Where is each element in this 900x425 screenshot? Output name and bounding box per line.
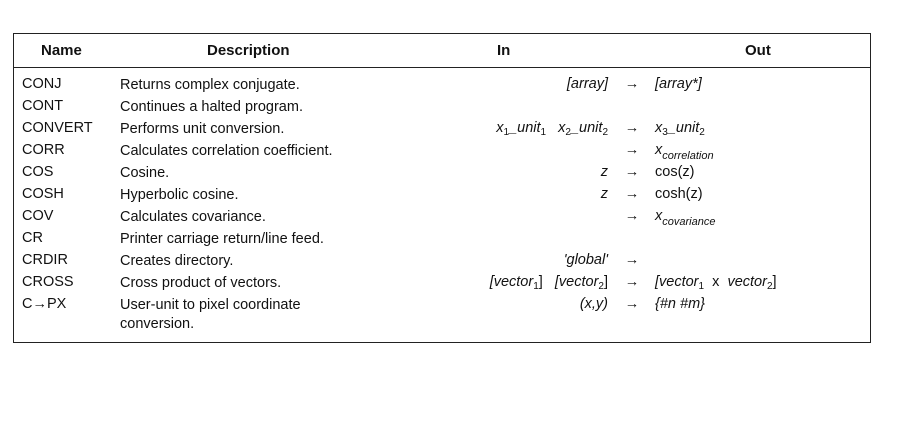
row-out: cosh(z) <box>655 186 703 202</box>
table-row <box>14 186 870 208</box>
row-in: [array] <box>566 76 608 92</box>
row-description: Creates directory. <box>120 253 234 269</box>
row-description: Printer carriage return/line feed. <box>120 231 324 247</box>
arrow-icon: → <box>624 76 640 92</box>
table-row <box>14 208 870 230</box>
row-in: z <box>600 186 608 202</box>
row-out: $x_{correlation}$ <box>655 142 714 162</box>
arrow-icon: → <box>624 296 640 312</box>
table-row <box>14 120 870 142</box>
row-name: CONVERT <box>22 120 93 136</box>
row-description: Cross product of vectors. <box>120 275 282 291</box>
table-row <box>14 76 870 98</box>
row-name: C→PX <box>22 296 67 312</box>
table-row <box>14 230 870 252</box>
command-table <box>13 33 871 343</box>
row-name: CORR <box>22 142 65 158</box>
row-description: Returns complex conjugate. <box>120 77 300 93</box>
arrow-icon: → <box>624 252 640 268</box>
row-description: Continues a halted program. <box>120 99 303 115</box>
table-row <box>14 252 870 274</box>
arrow-icon: → <box>624 120 640 136</box>
row-description: Performs unit conversion. <box>120 121 285 137</box>
row-out: [vector$_1$ x vector$_2$] <box>655 274 777 292</box>
row-description: Hyperbolic cosine. <box>120 187 239 203</box>
arrow-icon: → <box>624 274 640 290</box>
row-description: User-unit to pixel coordinate conversion. <box>120 297 301 332</box>
table-header <box>14 34 870 68</box>
row-description: Calculates covariance. <box>120 209 266 225</box>
table-row <box>14 296 870 336</box>
row-out: $x_3\_unit_2$ <box>655 120 705 138</box>
row-name: COV <box>22 208 54 224</box>
row-in: (x,y) <box>579 296 608 312</box>
header-out: Out <box>745 42 771 59</box>
header-name: Name <box>41 42 82 59</box>
row-name: CROSS <box>22 274 74 290</box>
row-in: [vector$_1$] [vector$_2$] <box>489 274 608 292</box>
row-out: {#n #m} <box>655 296 705 312</box>
row-name: CRDIR <box>22 252 68 268</box>
arrow-icon: → <box>624 164 640 180</box>
row-description: Calculates correlation coefficient. <box>120 143 333 159</box>
arrow-icon: → <box>624 186 640 202</box>
row-name: CR <box>22 230 43 246</box>
row-in: 'global' <box>563 252 608 268</box>
table-row <box>14 164 870 186</box>
row-description: Cosine. <box>120 165 170 181</box>
arrow-icon: → <box>624 208 640 224</box>
row-name: CONJ <box>22 76 62 92</box>
arrow-icon: → <box>624 142 640 158</box>
table-row <box>14 142 870 164</box>
row-name: COS <box>22 164 54 180</box>
row-in: z <box>600 164 608 180</box>
row-in: $x_1\_unit_1$ $x_2\_unit_2$ <box>496 120 608 138</box>
row-out: [array*] <box>655 76 702 92</box>
header-description: Description <box>207 42 290 59</box>
row-out: $x_{covariance}$ <box>655 208 716 228</box>
header-in: In <box>497 42 511 59</box>
table-row <box>14 98 870 120</box>
row-name: COSH <box>22 186 64 202</box>
row-out: cos(z) <box>655 164 695 180</box>
row-name: CONT <box>22 98 64 114</box>
table-row <box>14 274 870 296</box>
